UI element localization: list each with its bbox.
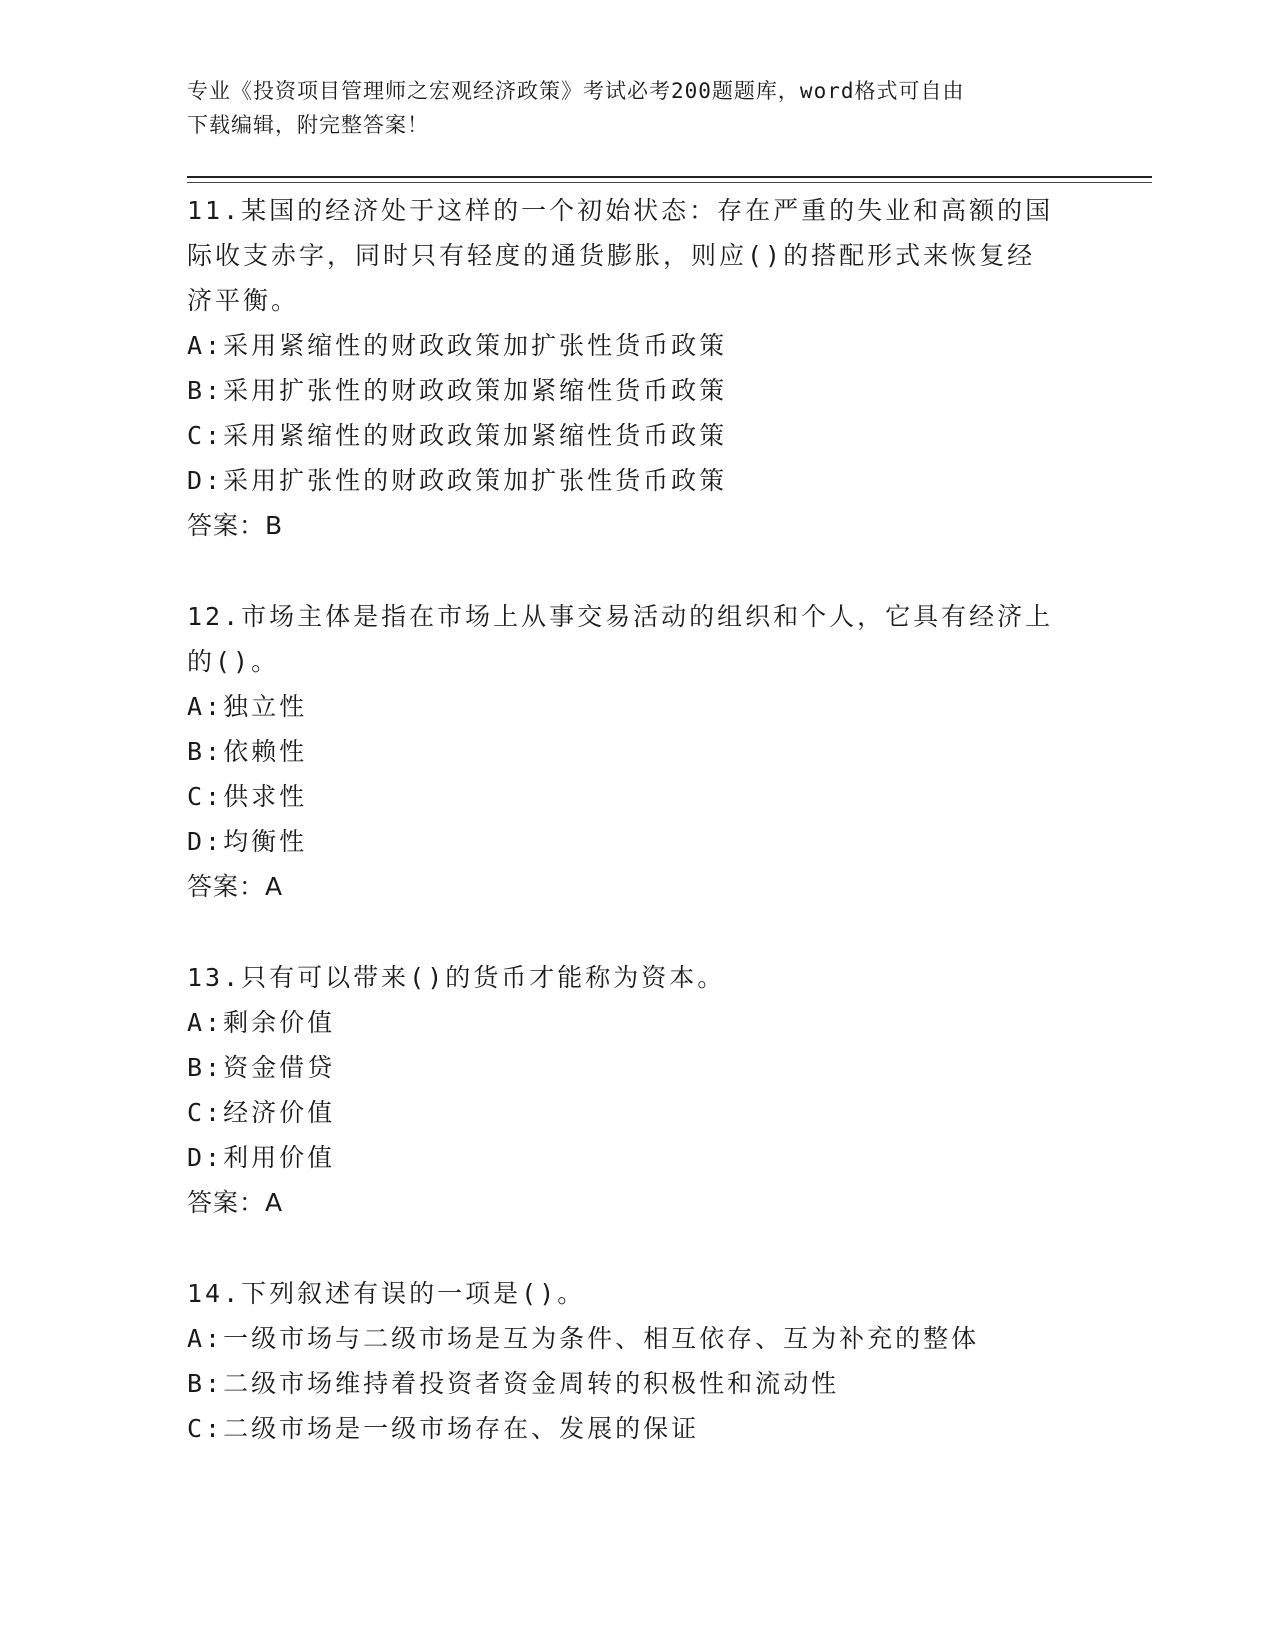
option-c: C:二级市场是一级市场存在、发展的保证 (187, 1414, 700, 1443)
question-spacer (187, 1226, 1087, 1271)
stem-line: 的()。 (187, 647, 280, 676)
header-line-2: 下载编辑，附完整答案！ (187, 113, 429, 137)
option-c: C:供求性 (187, 782, 308, 811)
question-stem (187, 955, 1087, 1000)
header-line-1: 专业《投资项目管理师之宏观经济政策》考试必考200题题库，word格式可自由 (187, 79, 965, 103)
stem-line: 12.市场主体是指在市场上从事交易活动的组织和个人，它具有经济上 (187, 602, 1054, 631)
question-spacer (187, 910, 1087, 955)
question-stem (187, 188, 1087, 323)
option-b: B:二级市场维持着投资者资金周转的积极性和流动性 (187, 1369, 840, 1398)
option-b: B:资金借贷 (187, 1053, 336, 1082)
header-divider-thin (187, 182, 1152, 183)
question-spacer (187, 549, 1087, 594)
option-d: D:均衡性 (187, 827, 308, 856)
question-14 (187, 1271, 1087, 1451)
answer-line: 答案：A (187, 872, 284, 901)
option-a: A:一级市场与二级市场是互为条件、相互依存、互为补充的整体 (187, 1324, 980, 1353)
option-d: D:采用扩张性的财政政策加扩张性货币政策 (187, 466, 728, 495)
question-11 (187, 188, 1087, 549)
question-stem (187, 1271, 1087, 1316)
option-b: B:采用扩张性的财政政策加紧缩性货币政策 (187, 376, 728, 405)
answer-line: 答案：A (187, 1188, 284, 1217)
option-d: D:利用价值 (187, 1143, 336, 1172)
option-c: C:经济价值 (187, 1098, 336, 1127)
header-divider-thick (187, 176, 1152, 178)
stem-line: 11.某国的经济处于这样的一个初始状态：存在严重的失业和高额的国 (187, 196, 1054, 225)
document-header (187, 74, 1067, 142)
option-a: A:独立性 (187, 692, 308, 721)
option-c: C:采用紧缩性的财政政策加紧缩性货币政策 (187, 421, 728, 450)
stem-line: 14.下列叙述有误的一项是()。 (187, 1279, 586, 1308)
question-list (187, 188, 1087, 1451)
answer-line: 答案：B (187, 511, 284, 540)
stem-line: 济平衡。 (187, 286, 300, 315)
option-a: A:采用紧缩性的财政政策加扩张性货币政策 (187, 331, 728, 360)
option-a: A:剩余价值 (187, 1008, 336, 1037)
stem-line: 际收支赤字，同时只有轻度的通货膨胀，则应()的搭配形式来恢复经 (187, 241, 1036, 270)
question-stem (187, 594, 1087, 684)
stem-line: 13.只有可以带来()的货币才能称为资本。 (187, 963, 726, 992)
option-b: B:依赖性 (187, 737, 308, 766)
question-12 (187, 594, 1087, 910)
question-13 (187, 955, 1087, 1226)
